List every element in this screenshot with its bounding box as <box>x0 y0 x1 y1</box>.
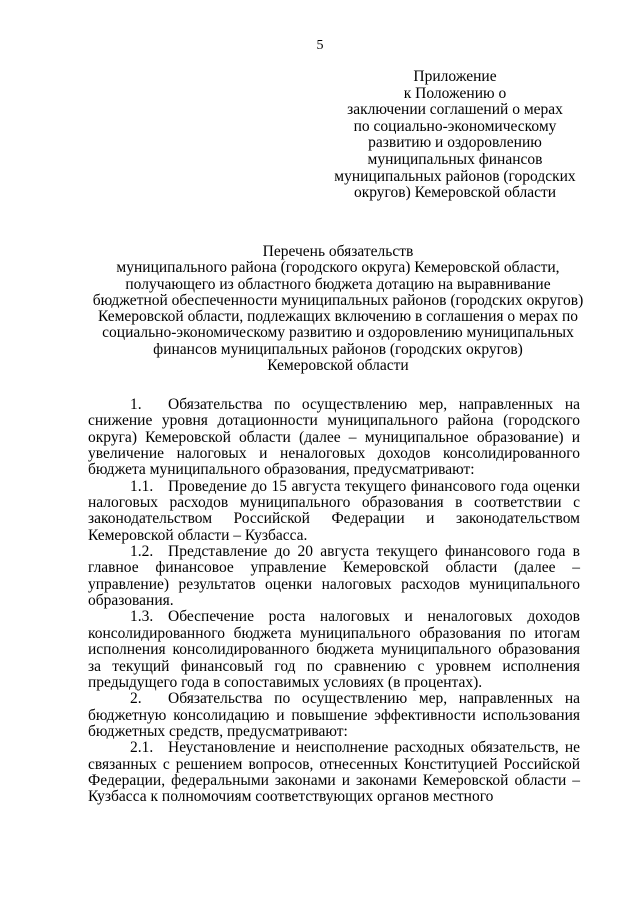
paragraph-text: Обязательства по осуществлению мер, направленных на снижение уровня дотационности муниципального района (городского округа) Кемеровской области (далее – муниципальное образование) и увеличение налоговых и неналоговых доходов консолидированного бюджета муниципального образования, предусматривают: <box>88 396 580 479</box>
title-line: Кемеровской области <box>267 357 409 375</box>
paragraph <box>88 740 580 805</box>
paragraph-text: Представление до 20 августа текущего финансового года в главное финансовое управление Кемеровской области (далее – управление) результатов оценки налоговых расходов муниципального образования. <box>88 543 580 610</box>
title-line: Кемеровской области, подлежащих включению в соглашения о мерах по <box>97 308 578 326</box>
paragraph-number: 1.2. <box>130 543 154 561</box>
paragraph-text: Проведение до 15 августа текущего финансового года оценки налоговых расходов муниципального образования в соответствии с законодательством Российской Федерации и законодательством Кемеровской области – Кузбасса. <box>88 477 580 544</box>
document-body <box>88 397 580 806</box>
paragraph-number: 1. <box>130 396 142 413</box>
paragraph-text: Неустановление и неисполнение расходных обязательств, не связанных с решением вопросов, отнесенных Конституцией Российской Федерации, федеральными законами и законами Кемеровской области – Кузбасса к полномочиям соответствующих органов местного <box>88 739 580 806</box>
paragraph-text: Обязательства по осуществлению мер, направленных на бюджетную консолидацию и повышение эффективности использования бюджетных средств, предусматривают: <box>88 690 580 740</box>
document-title <box>88 244 588 374</box>
title-line: получающего из областного бюджета дотацию на выравнивание <box>125 275 551 293</box>
paragraph <box>88 397 580 479</box>
paragraph-number: 1.1. <box>130 477 154 495</box>
appendix-line: к Положению о <box>403 84 507 102</box>
appendix-line: муниципальных финансов <box>367 150 543 168</box>
paragraph <box>88 691 580 740</box>
appendix-line: развитию и оздоровлению <box>368 134 542 152</box>
paragraph-text: Обеспечение роста налоговых и неналоговых доходов консолидированного бюджета муниципального образования по итогам исполнения консолидированного бюджета муниципального образования за текущий финансовый год по сравнению с уровнем исполнения предыдущего года в сопоставимых условиях (в процентах). <box>88 608 580 691</box>
paragraph <box>88 544 580 609</box>
paragraph-number: 1.3. <box>130 608 154 626</box>
appendix-line: заключении соглашений о мерах <box>347 101 563 119</box>
appendix-header <box>330 69 580 202</box>
paragraph-number: 2. <box>130 690 142 708</box>
title-line: бюджетной обеспеченности муниципальных районов (городских округов) <box>92 291 584 309</box>
title-line: муниципального района (городского округа) Кемеровской области, <box>116 259 560 277</box>
page-number: 5 <box>316 38 324 53</box>
appendix-line: муниципальных районов (городских <box>334 167 576 185</box>
title-line: финансов муниципальных районов (городских округов) <box>153 340 523 358</box>
title-line: Перечень обязательств <box>262 243 414 260</box>
appendix-line: округов) Кемеровской области <box>353 184 557 202</box>
appendix-line: Приложение <box>413 68 497 85</box>
paragraph <box>88 609 580 691</box>
appendix-line: по социально-экономическому <box>353 117 557 135</box>
paragraph <box>88 479 580 544</box>
paragraph-number: 2.1. <box>130 739 154 757</box>
title-line: социально-экономическому развитию и оздоровлению муниципальных <box>102 324 574 342</box>
